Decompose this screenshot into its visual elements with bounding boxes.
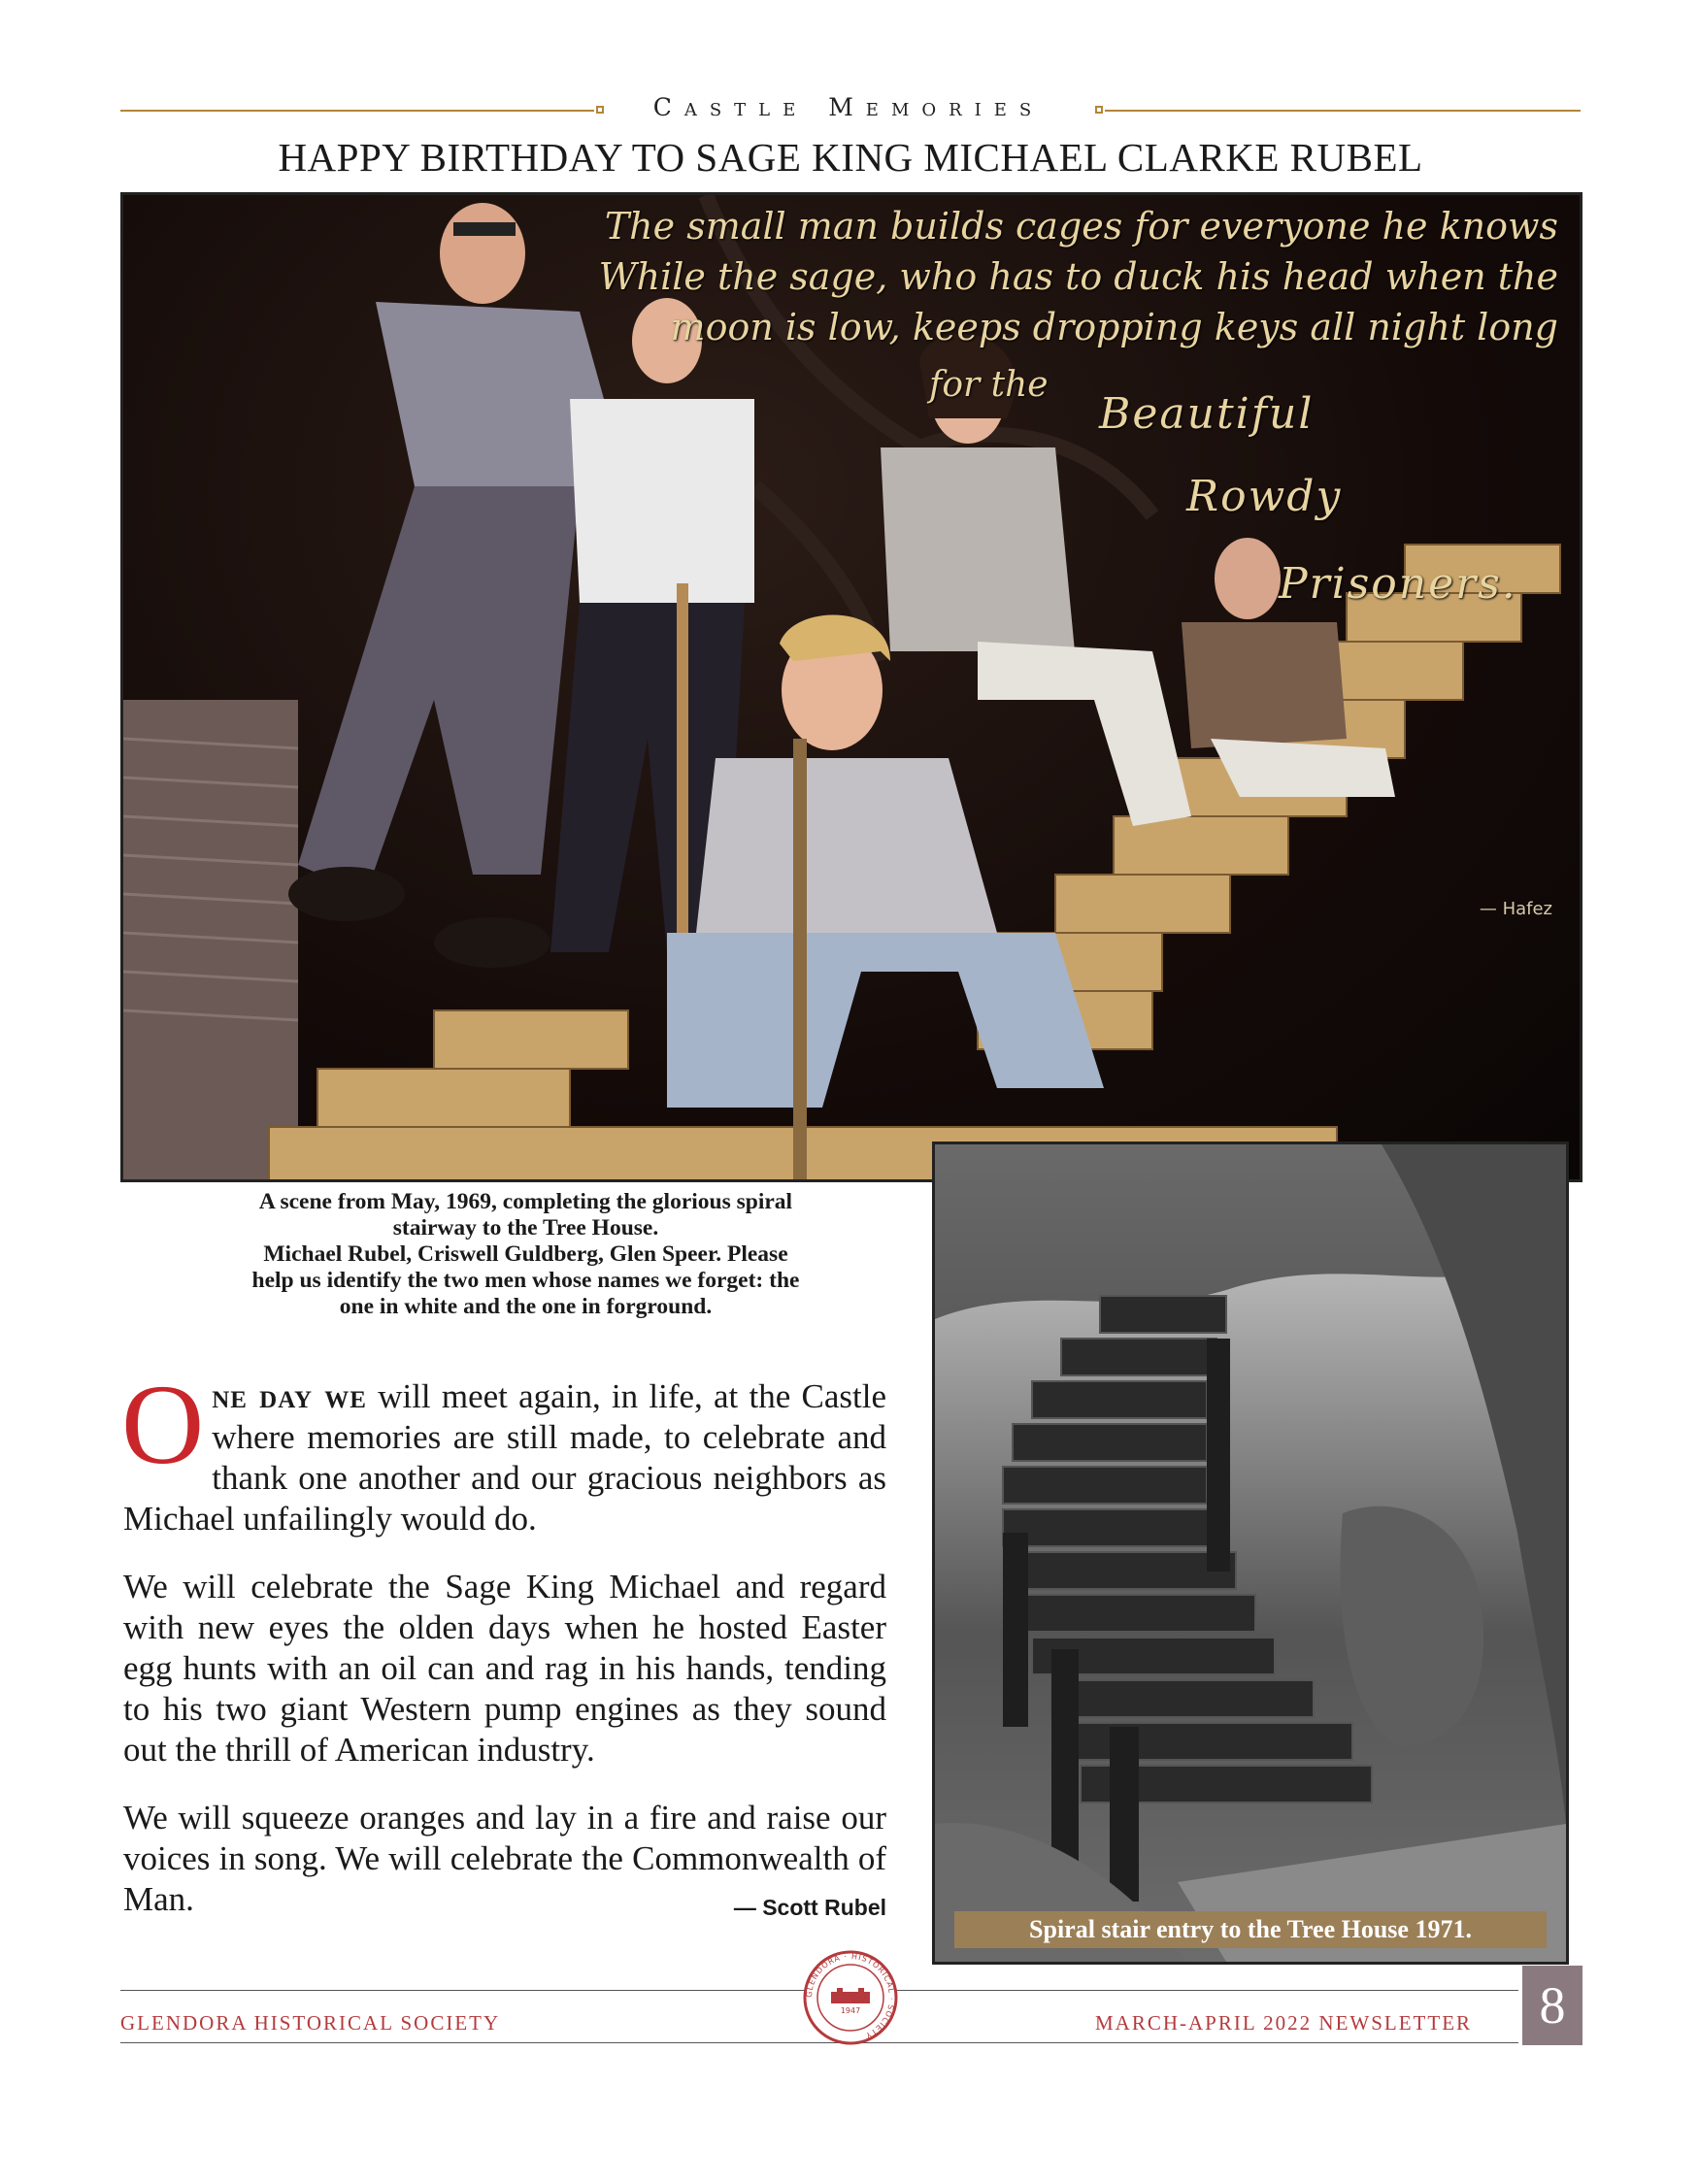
caption-line: stairway to the Tree House.	[392, 1215, 659, 1241]
page-number: 8	[1522, 1966, 1582, 2045]
page-title: HAPPY BIRTHDAY TO SAGE KING MICHAEL CLARKE RUBEL	[278, 135, 1423, 180]
society-seal-icon	[802, 1949, 899, 2046]
caption-line: one in white and the one in forground.	[339, 1294, 713, 1319]
header-rule-right	[1105, 110, 1581, 112]
section-label: Castle Memories	[652, 93, 1045, 121]
lead-in: ne day we	[212, 1377, 367, 1415]
seal-year: 1947	[840, 2006, 861, 2015]
poem-line: for the	[929, 365, 1049, 405]
article-paragraph	[121, 1361, 886, 1539]
footer-organization: GLENDORA HISTORICAL SOCIETY	[120, 2011, 501, 2035]
author-signature: — Scott Rubel	[733, 1895, 886, 1920]
seal-text: GLENDORA · HISTORICAL · SOCIETY	[804, 1951, 897, 2040]
stair-photo-illustration	[935, 1144, 1566, 1962]
paragraph-text: will meet again, in life, at the Castle where memories are still made, to celebrate and thank one another and our gracious neighbors as Michael unfailingly would do.	[123, 1377, 886, 1538]
header-ornament-right	[1095, 106, 1103, 114]
poem-line: Rowdy	[1186, 472, 1343, 521]
poem-line: The small man builds cages for everyone he knows	[604, 205, 1558, 248]
tree-house-stair-photo	[932, 1142, 1569, 1965]
footer-issue: MARCH-APRIL 2022 NEWSLETTER	[1095, 2011, 1473, 2035]
caption-line: Michael Rubel, Criswell Guldberg, Glen Speer. Please	[263, 1241, 788, 1267]
header-rule-left	[120, 110, 594, 112]
main-photo	[120, 192, 1582, 1182]
article-paragraph: We will celebrate the Sage King Michael and regard with new eyes the olden days when he hosted Easter egg hunts with an oil can and rag in his hands, tending to his two giant Western pump engines as they sound out the thrill of American industry.	[123, 1568, 886, 1769]
tree-house-photo-caption: Spiral stair entry to the Tree House 1971.	[954, 1911, 1547, 1948]
article-body	[121, 1361, 886, 1947]
poem-line: While the sage, who has to duck his head when the	[598, 255, 1558, 298]
poem-line: moon is low, keeps dropping keys all night long	[670, 306, 1558, 348]
drop-cap: O	[121, 1361, 205, 1488]
paragraph-text: We will squeeze oranges and lay in a fire and raise our voices in song. We will celebrate the Commonwealth of Man.	[123, 1799, 886, 1918]
poem-line: Beautiful	[1099, 389, 1315, 439]
caption-line: help us identify the two men whose names we forget: the	[251, 1268, 800, 1293]
poem-attribution: — Hafez	[1479, 899, 1552, 919]
caption-line: A scene from May, 1969, completing the glorious spiral	[258, 1189, 793, 1214]
main-photo-caption	[120, 1189, 931, 1320]
article-paragraph	[123, 1798, 886, 1920]
poem-line: Prisoners.	[1279, 559, 1517, 609]
